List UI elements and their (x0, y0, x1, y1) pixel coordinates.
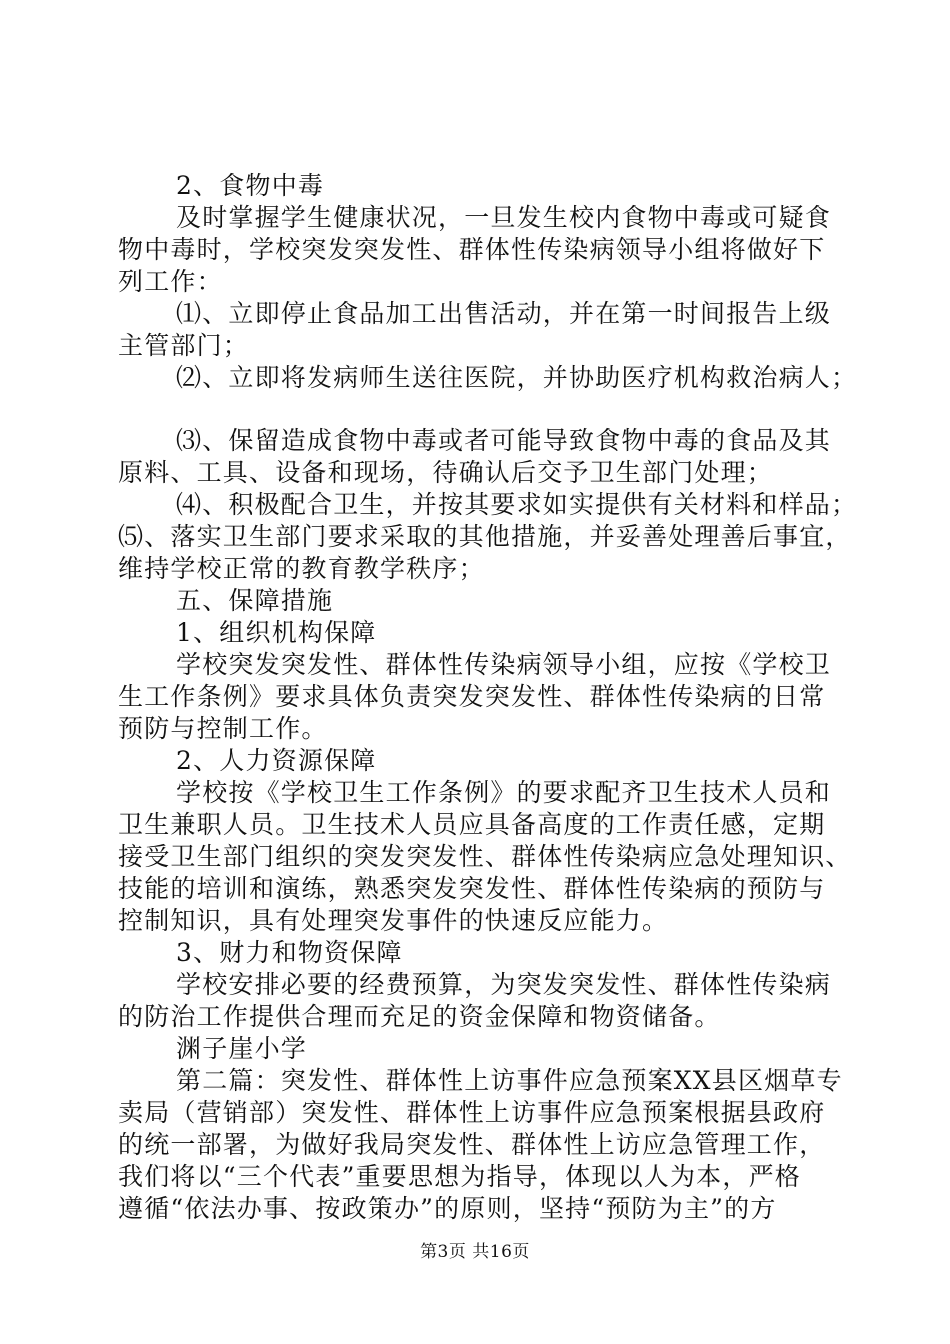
paragraph-line: 学校按《学校卫生工作条例》的要求配齐卫生技术人员和 (176, 778, 832, 807)
paragraph-line: 生工作条例》要求具体负责突发突发性、群体性传染病的日常 (118, 682, 826, 711)
paragraph-line: 卖局（营销部）突发性、群体性上访事件应急预案根据县政府 (118, 1098, 826, 1127)
paragraph-line: 物中毒时，学校突发突发性、群体性传染病领导小组将做好下 (118, 235, 826, 264)
paragraph-line: 预防与控制工作。 (118, 714, 328, 743)
document-body (118, 170, 858, 1225)
paragraph-line: 原料、工具、设备和现场，待确认后交予卫生部门处理； (118, 458, 774, 487)
list-item-2: ⑵、立即将发病师生送往医院，并协助医疗机构救治病人； (176, 363, 858, 392)
paragraph-line: 学校突发突发性、群体性传染病领导小组，应按《学校卫 (176, 650, 832, 679)
paragraph-line: 的统一部署，为做好我局突发性、群体性上访应急管理工作， (118, 1130, 826, 1159)
subheading-finance: 3、财力和物资保障 (176, 938, 403, 967)
paragraph-line: 及时掌握学生健康状况，一旦发生校内食物中毒或可疑食 (176, 203, 832, 232)
subheading-organization: 1、组织机构保障 (176, 618, 377, 647)
school-signature: 渊子崖小学 (176, 1034, 308, 1063)
list-item-5: ⑸、落实卫生部门要求采取的其他措施，并妥善处理善后事宜， (118, 522, 852, 551)
list-item-4: ⑷、积极配合卫生，并按其要求如实提供有关材料和样品； (176, 490, 858, 519)
paragraph-line: 的防治工作提供合理而充足的资金保障和物资储备。 (118, 1002, 721, 1031)
paragraph-line: 主管部门； (118, 331, 250, 360)
paragraph-line: 维持学校正常的教育教学秩序； (118, 554, 485, 583)
paragraph-line: 第二篇：突发性、群体性上访事件应急预案XX县区烟草专 (176, 1066, 843, 1095)
section-heading-food-poisoning: 2、食物中毒 (176, 171, 325, 200)
paragraph-line: 遵循“依法办事、按政策办”的原则，坚持“预防为主”的方 (118, 1194, 777, 1223)
paragraph-line: 技能的培训和演练，熟悉突发突发性、群体性传染病的预防与 (118, 874, 826, 903)
section-heading-safeguards: 五、保障措施 (176, 586, 334, 615)
paragraph-line: 接受卫生部门组织的突发突发性、群体性传染病应急处理知识、 (118, 842, 852, 871)
paragraph-line: 卫生兼职人员。卫生技术人员应具备高度的工作责任感，定期 (118, 810, 826, 839)
list-item-3: ⑶、保留造成食物中毒或者可能导致食物中毒的食品及其 (176, 426, 832, 455)
paragraph-line: 控制知识，具有处理突发事件的快速反应能力。 (118, 906, 669, 935)
paragraph-line: 学校安排必要的经费预算，为突发突发性、群体性传染病 (176, 970, 832, 999)
subheading-human-resources: 2、人力资源保障 (176, 746, 377, 775)
paragraph-line: 列工作： (118, 267, 223, 296)
page-number-footer: 第3页 共16页 (420, 1242, 530, 1262)
blank-gap (118, 394, 838, 425)
list-item-1: ⑴、立即停止食品加工出售活动，并在第一时间报告上级 (176, 299, 832, 328)
paragraph-line: 我们将以“三个代表”重要思想为指导，体现以人为本，严格 (118, 1162, 801, 1191)
